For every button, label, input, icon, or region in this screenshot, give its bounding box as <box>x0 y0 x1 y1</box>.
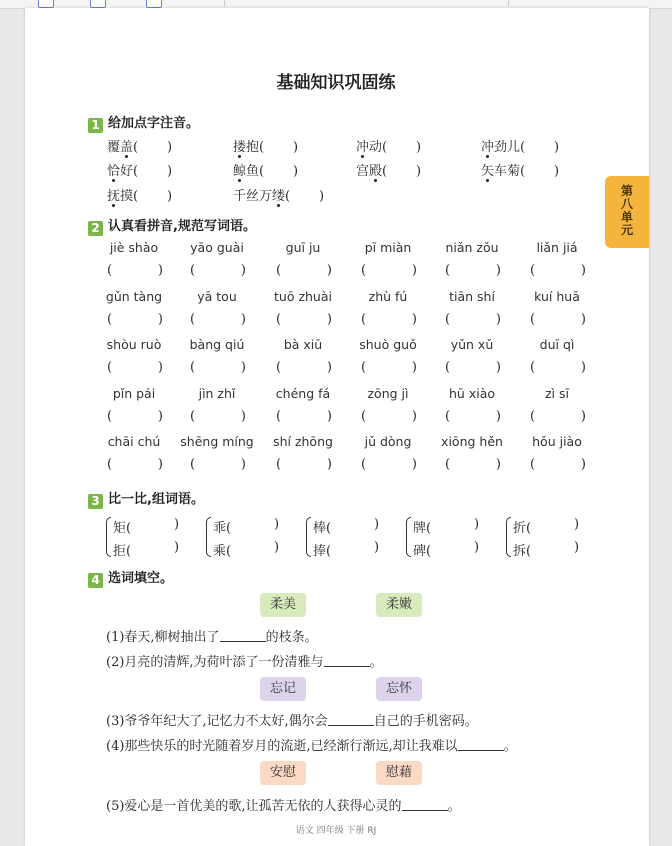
pinyin-text: chāi chú <box>107 434 161 449</box>
section-title: 认真看拼音,规范写词语。 <box>108 219 256 234</box>
compare-line <box>413 517 480 536</box>
compare-line <box>113 540 180 559</box>
dotted-character: 抚 <box>107 185 120 204</box>
compare-group <box>306 517 386 561</box>
section-number-badge: 4 <box>88 573 103 588</box>
compare-character: 棒 <box>313 521 327 536</box>
word-answer-blank[interactable]: ) <box>474 517 480 532</box>
toolbar-divider <box>224 0 225 6</box>
page-footer: 语文 四年级 下册 RJ <box>295 826 377 836</box>
word-answer-box[interactable] <box>361 263 417 279</box>
word-answer-box[interactable] <box>445 263 501 279</box>
phonetic-item <box>233 185 324 204</box>
answer-blank-line[interactable] <box>402 798 448 811</box>
toolbar-button[interactable] <box>38 0 54 8</box>
word-option-chip[interactable]: 安慰 <box>260 761 306 785</box>
word-answer-box[interactable] <box>530 360 586 376</box>
word-answer-box[interactable] <box>190 360 246 376</box>
word-answer-blank[interactable]: ) <box>174 517 180 532</box>
word-answer-box[interactable] <box>107 409 163 425</box>
answer-blank[interactable]: 车菊( ) <box>494 164 560 179</box>
pinyin-text: niǎn zǒu <box>445 240 499 255</box>
word-option-chip[interactable]: 忘记 <box>260 677 306 701</box>
compare-character: 拒 <box>113 544 127 559</box>
sentence-text: 的枝条。 <box>265 630 318 645</box>
phonetic-item <box>233 160 298 179</box>
answer-blank-line[interactable] <box>328 713 374 726</box>
answer-blank[interactable]: 鱼( ) <box>246 164 299 179</box>
word-answer-box[interactable] <box>361 409 417 425</box>
word-answer-box[interactable] <box>361 360 417 376</box>
word-answer-box[interactable] <box>107 263 163 279</box>
sentence-text: 自己的手机密码。 <box>373 714 478 729</box>
answer-blank[interactable]: 动( ) <box>369 140 422 155</box>
compare-character: 折 <box>513 521 527 536</box>
compare-line <box>413 540 480 559</box>
compare-line <box>513 540 580 559</box>
compare-line <box>313 517 380 536</box>
brace-bracket <box>206 517 211 557</box>
pinyin-text: shí zhōng <box>273 434 333 449</box>
fill-sentence <box>106 735 517 754</box>
dotted-character: 恰 <box>107 160 120 179</box>
section-number-badge: 3 <box>88 494 103 509</box>
word-answer-blank[interactable]: ) <box>474 540 480 555</box>
dotted-character: 缕 <box>272 185 285 204</box>
compare-line <box>313 540 380 559</box>
open-paren: ( <box>226 521 232 536</box>
pinyin-text: yā tou <box>197 289 237 304</box>
unit-side-tab[interactable]: 第八单元 <box>605 176 649 248</box>
section-number-badge: 2 <box>88 221 103 236</box>
pinyin-text: bà xiū <box>283 337 323 352</box>
pinyin-text: shuò guǒ <box>359 337 417 352</box>
pinyin-text: shòu ruò <box>106 337 162 352</box>
compare-group <box>506 517 586 561</box>
open-paren: ( <box>426 521 432 536</box>
pinyin-text: duī qì <box>539 337 575 352</box>
phonetic-item <box>107 160 172 179</box>
answer-blank-line[interactable] <box>324 654 370 667</box>
word-answer-blank[interactable]: ) <box>374 540 380 555</box>
answer-blank[interactable]: 劲儿( ) <box>494 140 560 155</box>
word-answer-box[interactable] <box>190 457 246 473</box>
open-paren: ( <box>526 521 532 536</box>
section-number-badge: 1 <box>88 118 103 133</box>
page-title: 基础知识巩固练 <box>276 73 396 93</box>
compare-character: 矩 <box>113 521 127 536</box>
pinyin-text: shēng míng <box>180 434 254 449</box>
brace-bracket <box>306 517 311 557</box>
word-answer-box[interactable] <box>190 263 246 279</box>
word-answer-blank[interactable]: ) <box>274 540 280 555</box>
compare-character: 牌 <box>413 521 427 536</box>
phonetic-item <box>481 160 559 179</box>
open-paren: ( <box>126 544 132 559</box>
compare-group <box>406 517 486 561</box>
word-option-chip[interactable]: 柔美 <box>260 593 306 617</box>
compare-group <box>206 517 286 561</box>
compare-character: 碑 <box>413 544 427 559</box>
dotted-character: 冲 <box>481 136 494 155</box>
pinyin-text: hǒu jiào <box>532 434 582 449</box>
answer-blank[interactable]: ( ) <box>133 140 173 155</box>
answer-blank[interactable]: 好( ) <box>120 164 173 179</box>
pinyin-text: zì sī <box>545 386 569 401</box>
compare-line <box>213 517 280 536</box>
answer-blank-line[interactable] <box>458 738 504 751</box>
compare-line <box>113 517 180 536</box>
word-answer-box[interactable] <box>107 312 163 328</box>
toolbar-button[interactable] <box>90 0 106 8</box>
toolbar-button[interactable] <box>146 0 162 8</box>
open-paren: ( <box>226 544 232 559</box>
open-paren: ( <box>326 544 332 559</box>
open-paren: ( <box>326 521 332 536</box>
pinyin-text: zhù fú <box>368 289 408 304</box>
word-answer-box[interactable] <box>190 312 246 328</box>
fill-sentence <box>106 651 383 670</box>
phonetic-item <box>481 136 559 155</box>
pinyin-text: kuí huā <box>534 289 580 304</box>
dotted-character: 冲 <box>356 136 369 155</box>
compare-character: 乘 <box>213 544 227 559</box>
compare-line <box>513 517 580 536</box>
word-answer-box[interactable] <box>276 457 332 473</box>
pinyin-text: zōng jì <box>367 386 409 401</box>
word-answer-box[interactable] <box>530 409 586 425</box>
section-title: 比一比,组词语。 <box>108 492 204 507</box>
word-answer-box[interactable] <box>276 360 332 376</box>
word-option-chip[interactable]: 柔嫩 <box>376 593 422 617</box>
word-answer-box[interactable] <box>445 312 501 328</box>
item-text: 宫 <box>356 164 370 179</box>
pinyin-text: yāo guài <box>190 240 244 255</box>
sentence-text: (2)月亮的清辉,为荷叶添了一份清雅与 <box>106 655 324 670</box>
sentence-text: 。 <box>447 799 461 814</box>
pinyin-text: jǔ dòng <box>364 434 412 449</box>
phonetic-item <box>233 136 298 155</box>
word-answer-box[interactable] <box>530 312 586 328</box>
dotted-character: 矢 <box>481 160 494 179</box>
sentence-text: 。 <box>369 655 383 670</box>
pinyin-text: gǔn tàng <box>105 289 163 304</box>
word-answer-box[interactable] <box>445 360 501 376</box>
answer-blank-line[interactable] <box>220 629 266 642</box>
dotted-character: 搂 <box>233 136 246 155</box>
word-option-chip[interactable]: 忘怀 <box>376 677 422 701</box>
compare-character: 捧 <box>313 544 327 559</box>
word-answer-blank[interactable]: ) <box>374 517 380 532</box>
open-paren: ( <box>426 544 432 559</box>
compare-group <box>106 517 186 561</box>
answer-blank[interactable]: 摸( ) <box>120 189 173 204</box>
pinyin-text: jiè shào <box>109 240 159 255</box>
word-answer-box[interactable] <box>107 360 163 376</box>
section-1-heading <box>88 112 199 133</box>
word-answer-blank[interactable]: ) <box>574 540 580 555</box>
sentence-text: (4)那些快乐的时光随着岁月的流逝,已经渐行渐远,却让我难以 <box>106 739 458 754</box>
dotted-character: 殿 <box>369 160 382 179</box>
brace-bracket <box>406 517 411 557</box>
sentence-text: (1)春天,柳树抽出了 <box>106 630 220 645</box>
sentence-text: (3)爷爷年纪大了,记忆力不太好,偶尔会 <box>106 714 328 729</box>
pinyin-text: tuō zhuài <box>274 289 332 304</box>
compare-line <box>213 540 280 559</box>
answer-blank[interactable]: ( ) <box>285 189 325 204</box>
word-answer-box[interactable] <box>530 263 586 279</box>
phonetic-item <box>107 185 172 204</box>
word-answer-blank[interactable]: ) <box>174 540 180 555</box>
word-answer-box[interactable] <box>361 457 417 473</box>
open-paren: ( <box>526 544 532 559</box>
phonetic-item <box>356 160 421 179</box>
item-text: 千丝万 <box>233 189 273 204</box>
phonetic-item <box>356 136 421 155</box>
word-answer-box[interactable] <box>445 409 501 425</box>
pinyin-text: guī ju <box>285 240 321 255</box>
pinyin-text: hū xiào <box>449 386 495 401</box>
open-paren: ( <box>126 521 132 536</box>
dotted-character: 鲸 <box>233 160 246 179</box>
word-answer-blank[interactable]: ) <box>574 517 580 532</box>
answer-blank[interactable]: 抱( ) <box>246 140 299 155</box>
word-option-chip[interactable]: 慰藉 <box>376 761 422 785</box>
word-answer-box[interactable] <box>190 409 246 425</box>
word-answer-box[interactable] <box>445 457 501 473</box>
toolbar-divider <box>508 0 509 6</box>
brace-bracket <box>106 517 111 557</box>
word-answer-box[interactable] <box>276 263 332 279</box>
pinyin-text: xiōng hěn <box>441 434 503 449</box>
pinyin-text: pī miàn <box>364 240 412 255</box>
word-answer-box[interactable] <box>276 409 332 425</box>
word-answer-box[interactable] <box>361 312 417 328</box>
brace-bracket <box>506 517 511 557</box>
pinyin-text: yǔn xǔ <box>450 337 494 352</box>
fill-sentence <box>106 710 478 729</box>
section-4-heading <box>88 567 173 588</box>
compare-character: 乖 <box>213 521 227 536</box>
pinyin-text: pǐn pái <box>112 386 156 401</box>
word-answer-blank[interactable]: ) <box>274 517 280 532</box>
sentence-text: 。 <box>503 739 517 754</box>
answer-blank[interactable]: ( ) <box>382 164 422 179</box>
word-answer-box[interactable] <box>276 312 332 328</box>
dotted-character: 盖 <box>120 136 133 155</box>
fill-sentence <box>106 795 461 814</box>
word-answer-box[interactable] <box>530 457 586 473</box>
word-answer-box[interactable] <box>107 457 163 473</box>
pinyin-text: jìn zhǐ <box>198 386 236 401</box>
pinyin-text: bàng qiú <box>189 337 245 352</box>
compare-character: 拆 <box>513 544 527 559</box>
item-text: 覆 <box>107 140 121 155</box>
fill-sentence <box>106 626 318 645</box>
pinyin-text: chéng fá <box>275 386 331 401</box>
phonetic-item <box>107 136 172 155</box>
section-2-heading <box>88 215 256 236</box>
section-title: 给加点字注音。 <box>108 116 200 131</box>
pinyin-text: tiān shí <box>449 289 495 304</box>
section-title: 选词填空。 <box>108 571 174 586</box>
pinyin-text: liǎn jiá <box>536 240 578 255</box>
section-3-heading <box>88 488 204 509</box>
sentence-text: (5)爱心是一首优美的歌,让孤苦无依的人获得心灵的 <box>106 799 402 814</box>
